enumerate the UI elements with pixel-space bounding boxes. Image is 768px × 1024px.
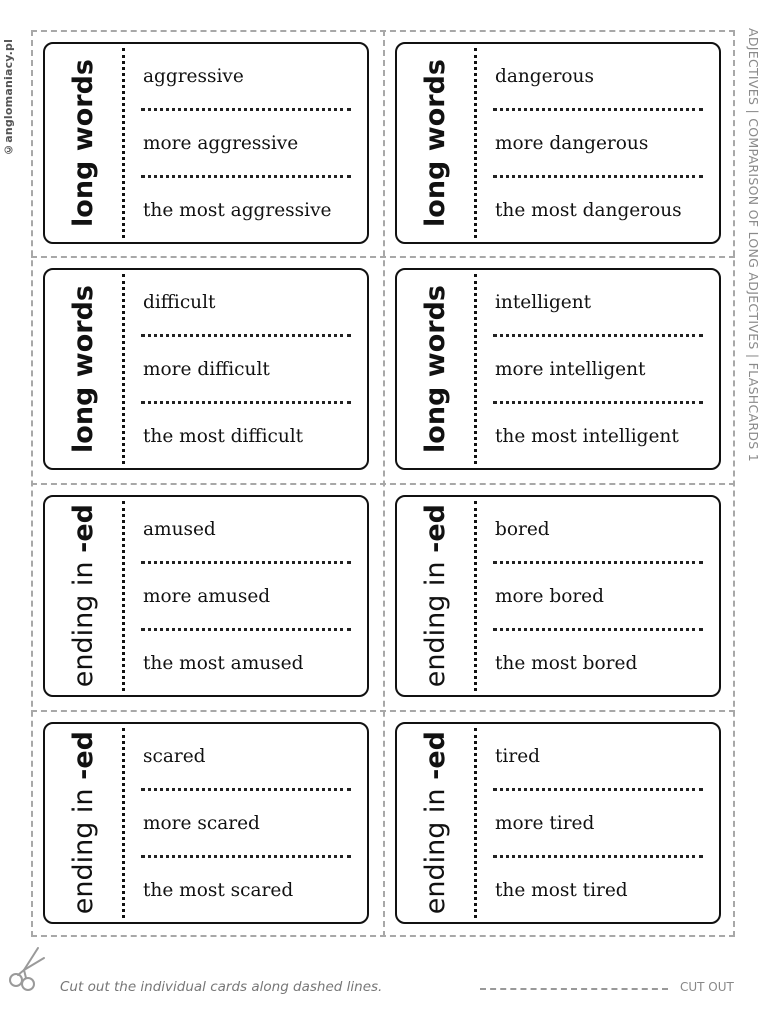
dotted-line <box>493 628 703 631</box>
dotted-line <box>141 334 351 337</box>
card-divider <box>122 728 125 918</box>
card-divider <box>474 274 477 464</box>
card-category: long words <box>68 285 99 453</box>
flashcard-scared[interactable] <box>43 722 369 924</box>
cut-line-sample <box>480 988 668 990</box>
flashcard-aggressive[interactable] <box>43 42 369 244</box>
cut-out-label: CUT OUT <box>680 980 734 994</box>
comparative-form: more difficult <box>143 359 270 380</box>
dotted-line <box>493 561 703 564</box>
card-category: ending in -ed <box>420 504 451 688</box>
comparative-form: more scared <box>143 813 260 834</box>
flashcard-bored[interactable] <box>395 495 721 697</box>
comparative-form: more dangerous <box>495 133 649 154</box>
comparative-form: more aggressive <box>143 133 299 154</box>
base-form: tired <box>495 746 540 767</box>
card-divider <box>474 728 477 918</box>
base-form: aggressive <box>143 66 244 87</box>
card-category: ending in -ed <box>68 504 99 688</box>
comparative-form: more intelligent <box>495 359 646 380</box>
flashcard-difficult[interactable] <box>43 268 369 470</box>
horizontal-cut-line <box>31 256 735 258</box>
card-category: ending in -ed <box>420 731 451 915</box>
base-form: amused <box>143 519 216 540</box>
horizontal-cut-line <box>31 483 735 485</box>
base-form: intelligent <box>495 292 592 313</box>
dotted-line <box>493 175 703 178</box>
card-category: long words <box>68 59 99 227</box>
dotted-line <box>141 788 351 791</box>
dotted-line <box>493 334 703 337</box>
base-form: bored <box>495 519 550 540</box>
comparative-form: more tired <box>495 813 595 834</box>
dotted-line <box>141 108 351 111</box>
superlative-form: the most amused <box>143 653 304 674</box>
card-divider <box>474 48 477 238</box>
card-divider <box>122 48 125 238</box>
dotted-line <box>141 561 351 564</box>
comparative-form: more bored <box>495 586 604 607</box>
card-divider <box>474 501 477 691</box>
base-form: dangerous <box>495 66 594 87</box>
superlative-form: the most scared <box>143 880 294 901</box>
flashcard-tired[interactable] <box>395 722 721 924</box>
comparative-form: more amused <box>143 586 271 607</box>
superlative-form: the most dangerous <box>495 200 682 221</box>
flashcard-dangerous[interactable] <box>395 42 721 244</box>
copyright-credit: ©anglomaniacy.pl <box>2 38 15 156</box>
superlative-form: the most tired <box>495 880 628 901</box>
cut-instruction: Cut out the individual cards along dashed lines. <box>60 979 383 995</box>
worksheet-title: ADJECTIVES | COMPARISON OF LONG ADJECTIVES | FLASHCARDS 1 <box>746 28 761 463</box>
card-category: long words <box>420 285 451 453</box>
base-form: scared <box>143 746 206 767</box>
card-category: long words <box>420 59 451 227</box>
superlative-form: the most intelligent <box>495 426 679 447</box>
flashcard-intelligent[interactable] <box>395 268 721 470</box>
dotted-line <box>493 108 703 111</box>
card-divider <box>122 501 125 691</box>
dotted-line <box>141 401 351 404</box>
dotted-line <box>493 788 703 791</box>
dotted-line <box>493 401 703 404</box>
card-divider <box>122 274 125 464</box>
scissors-icon <box>4 944 48 992</box>
superlative-form: the most bored <box>495 653 638 674</box>
superlative-form: the most difficult <box>143 426 304 447</box>
horizontal-cut-line <box>31 710 735 712</box>
dotted-line <box>141 175 351 178</box>
flashcard-amused[interactable] <box>43 495 369 697</box>
card-category: ending in -ed <box>68 731 99 915</box>
superlative-form: the most aggressive <box>143 200 332 221</box>
dotted-line <box>141 628 351 631</box>
dotted-line <box>493 855 703 858</box>
dotted-line <box>141 855 351 858</box>
base-form: difficult <box>143 292 216 313</box>
